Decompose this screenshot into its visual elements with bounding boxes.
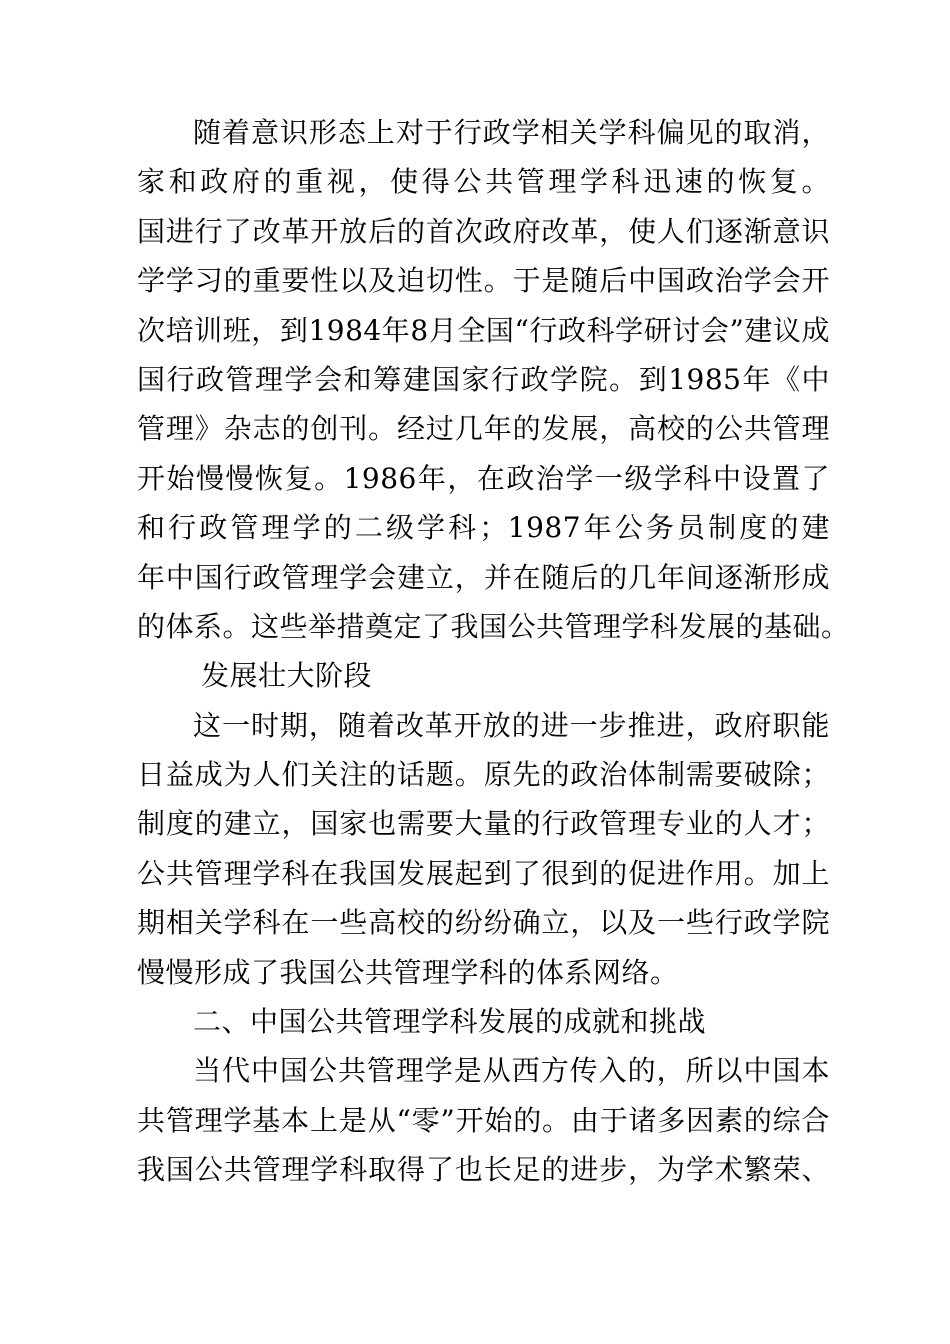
paragraph-line: 我国公共管理学科取得了也长足的进步，为学术繁荣、 xyxy=(137,1153,830,1187)
paragraph-line: 共管理学基本上是从“零”开始的。由于诸多因素的综合 xyxy=(137,1103,830,1137)
paragraph-line: 年中国行政管理学会建立，并在随后的几年间逐渐形成 xyxy=(137,560,830,594)
paragraph-line: 制度的建立，国家也需要大量的行政管理专业的人才； xyxy=(137,807,830,841)
paragraph-line: 这一时期，随着改革开放的进一步推进，政府职能 xyxy=(193,708,830,742)
paragraph-line: 学学习的重要性以及迫切性。于是随后中国政治学会开 xyxy=(137,264,830,298)
paragraph-line: 开始慢慢恢复。1986年，在政治学一级学科中设置了 xyxy=(137,461,830,495)
paragraph-line: 次培训班，到1984年8月全国“行政科学研讨会”建议成 xyxy=(137,313,830,347)
paragraph-line: 国进行了改革开放后的首次政府改革，使人们逐渐意识 xyxy=(137,214,830,248)
paragraph-line: 和行政管理学的二级学科；1987年公务员制度的建 xyxy=(137,511,830,545)
paragraph-line: 家和政府的重视，使得公共管理学科迅速的恢复。 xyxy=(137,165,830,199)
paragraph-line: 慢慢形成了我国公共管理学科的体系网络。 xyxy=(137,955,679,989)
section-heading: 发展壮大阶段 xyxy=(201,659,373,693)
document-body xyxy=(137,108,850,1195)
paragraph-line: 随着意识形态上对于行政学相关学科偏见的取消， xyxy=(193,116,830,149)
paragraph-line: 公共管理学科在我国发展起到了很到的促进作用。加上 xyxy=(137,856,830,890)
paragraph-line: 的体系。这些举措奠定了我国公共管理学科发展的基础。 xyxy=(137,609,850,643)
paragraph-line: 管理》杂志的创刊。经过几年的发展，高校的公共管理 xyxy=(137,412,830,446)
paragraph-line: 日益成为人们关注的话题。原先的政治体制需要破除； xyxy=(137,758,830,792)
paragraph-line: 期相关学科在一些高校的纷纷确立，以及一些行政学院 xyxy=(137,906,830,940)
paragraph-line: 国行政管理学会和筹建国家行政学院。到1985年《中 xyxy=(137,362,830,396)
paragraph-line: 当代中国公共管理学是从西方传入的，所以中国本 xyxy=(193,1054,830,1088)
section-heading: 二、中国公共管理学科发展的成就和挑战 xyxy=(193,1005,707,1039)
